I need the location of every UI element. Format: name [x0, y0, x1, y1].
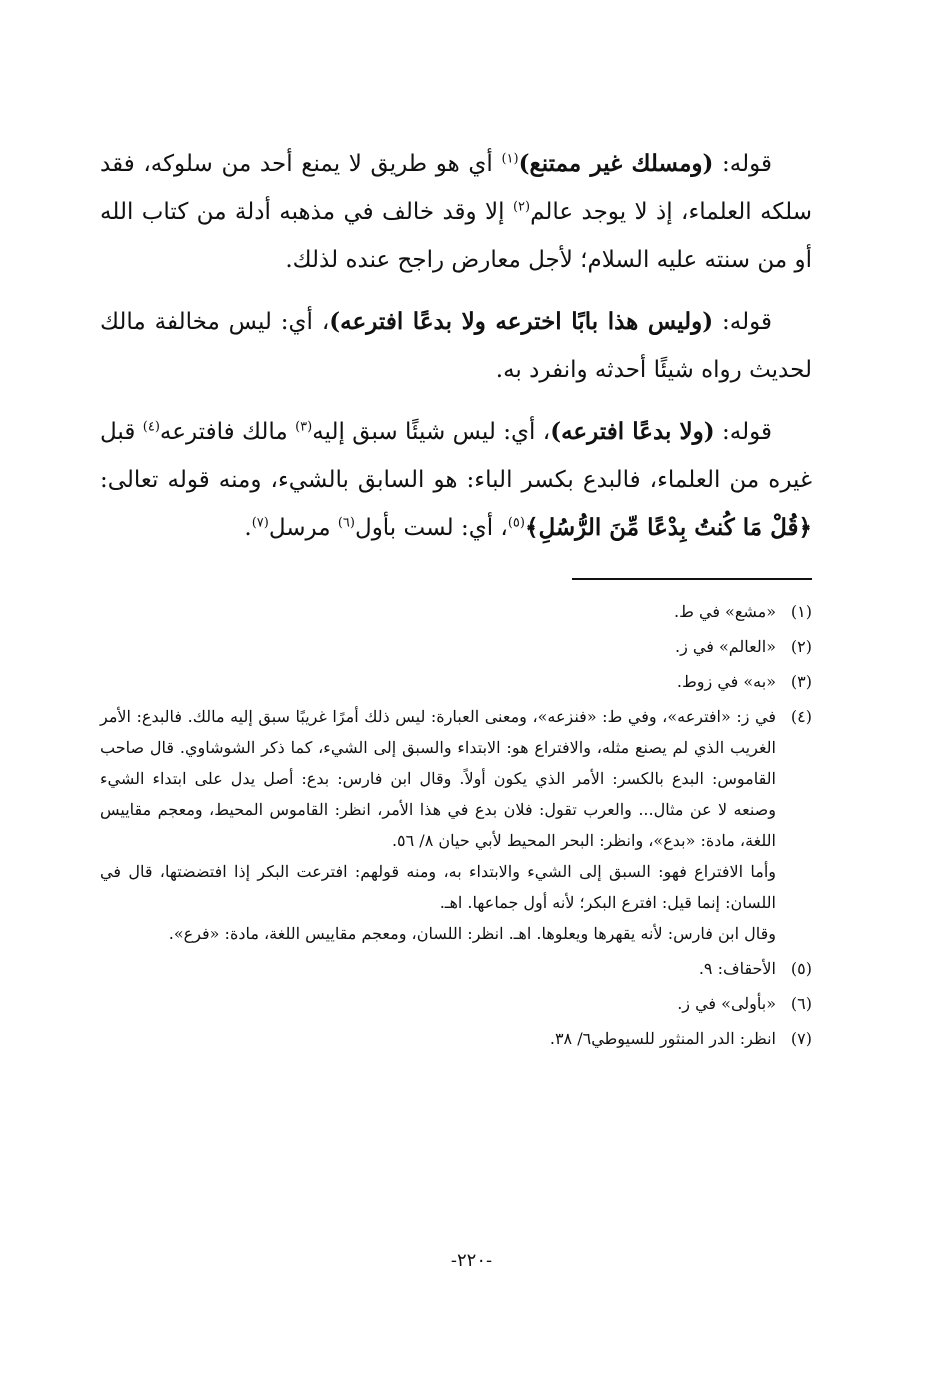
footnote-ref[interactable]: (٢) — [512, 199, 531, 215]
footnote-number: (٤) — [790, 707, 812, 726]
body-text: ، أي: ليس شيئًا سبق إليه — [312, 419, 551, 445]
body-text: ، أي: لست بأول — [354, 515, 508, 541]
quoted-text: (ومسلك غير ممتنع) — [518, 150, 714, 177]
paragraph-1 — [100, 140, 812, 284]
footnote-text: انظر: الدر المنثور للسيوطي٦/ ٣٨. — [549, 1029, 776, 1048]
footnote-number: (١) — [790, 602, 812, 621]
footnote-ref[interactable]: (١) — [501, 151, 519, 167]
footnote-item — [100, 1023, 812, 1054]
footnote-paragraph: في ز: «افترعه»، وفي ط: «فنزعه»، ومعنى العبارة: ليس ذلك أمرًا غريبًا سبق إليه مالك. فالبدع: الأمر الغريب الذي لم يصنع مثله، والافتراع هو: الابتداء والسبق إلى الشيء، كما ذكر الشوشاوي. قال صاحب القاموس: البدع بالكسر: الأمر الذي يكون أولاً. وقال ابن فارس: بدع: أصل يدل على ابتداء الشيء وصنعه لا عن مثال... والعرب تقول: فلان بدع في هذا الأمر، انظر: القاموس المحيط، ومعجم مقاييس اللغة، مادة: «بدع»، وانظر: البحر المحيط لأبي حيان ٨/ ٥٦. — [100, 707, 776, 850]
footnote-text: «بأولى» في ز. — [677, 994, 776, 1013]
footnote-text: «به» في زوط. — [676, 672, 776, 691]
body-text: ، أي: ليس مخالفة مالك لحديث رواه شيئًا أحدثه وانفرد به. — [100, 309, 812, 383]
footnote-text: «مشع» في ط. — [674, 602, 776, 621]
paragraph-2 — [100, 298, 812, 394]
footnote-item — [100, 596, 812, 627]
body-text: مالك فافترعه — [159, 419, 296, 445]
footnote-number: (٧) — [790, 1029, 812, 1048]
main-text — [100, 140, 812, 566]
footnote-item — [100, 631, 812, 662]
footnote-ref[interactable]: (٧) — [251, 515, 269, 531]
paragraph-3 — [100, 408, 812, 552]
quoted-text: (ولا بدعًا افترعه) — [550, 418, 715, 445]
body-text: قبل غيره من العلماء، فالبدع بكسر الباء: هو السابق بالشيء، ومنه قوله تعالى: — [100, 419, 812, 493]
footnote-item — [100, 701, 812, 949]
body-text: . — [244, 515, 252, 541]
footnotes — [100, 596, 812, 1058]
quran-verse: ﴿قُلْ مَا كُنتُ بِدْعًا مِّنَ الرُّسُلِ﴾ — [524, 514, 812, 541]
footnote-text — [100, 701, 776, 949]
lead: قوله: — [713, 151, 772, 177]
footnote-paragraph: وقال ابن فارس: لأنه يقهرها ويعلوها. اهـ. انظر: اللسان، ومعجم مقاييس اللغة، مادة: «فرع». — [168, 924, 776, 943]
footnote-number: (٢) — [790, 637, 812, 656]
footnote-number: (٦) — [790, 994, 812, 1013]
footnote-number: (٥) — [790, 959, 812, 978]
lead: قوله: — [714, 419, 773, 445]
footnote-paragraph: وأما الافتراع فهو: السبق إلى الشيء والابتداء به، ومنه قولهم: افترعت البكر إذا افتضضتها، قال في اللسان: إنما قيل: افترع البكر؛ لأنه أول جماعها. اهـ. — [100, 862, 776, 912]
footnote-ref[interactable]: (٣) — [295, 419, 313, 435]
footnote-item — [100, 953, 812, 984]
footnote-ref[interactable]: (٥) — [507, 515, 525, 531]
body-text: مرسل — [268, 515, 338, 541]
footnote-ref[interactable]: (٤) — [142, 419, 160, 435]
footnote-text: «العالم» في ز. — [675, 637, 776, 656]
page-number: -٢٢٠- — [450, 1250, 493, 1271]
quoted-text: (وليس هذا بابًا اخترعه ولا بدعًا افترعه) — [329, 308, 714, 335]
footnote-item — [100, 666, 812, 697]
footnote-number: (٣) — [790, 672, 812, 691]
footnote-ref[interactable]: (٦) — [337, 515, 355, 531]
footnote-item — [100, 988, 812, 1019]
body-text: أي هو طريق لا يمنع أحد من سلوكه، فقد سلكه العلماء، إذ لا يوجد عالم — [100, 151, 812, 225]
body-text: إلا وقد خالف في مذهبه أدلة من كتاب الله أو من سنته عليه السلام؛ لأجل معارض راجح عنده لذلك. — [100, 199, 812, 273]
lead: قوله: — [713, 309, 772, 335]
footnote-text: الأحقاف: ٩. — [698, 959, 776, 978]
footnote-divider — [572, 578, 812, 580]
